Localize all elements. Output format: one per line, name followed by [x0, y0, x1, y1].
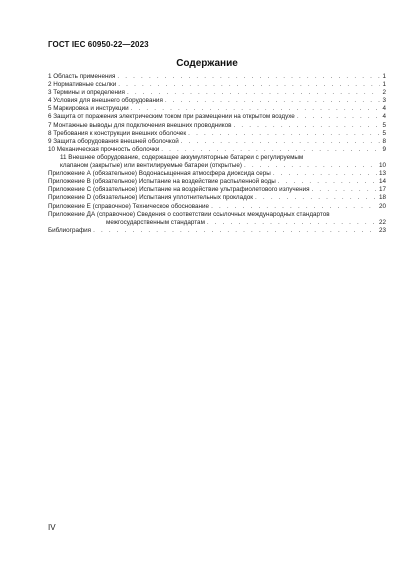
toc-annex[interactable]	[48, 194, 386, 202]
toc-item-label: Приложение С (обязательное) Испытание на воздействие ультрафиолетового излучения	[48, 186, 310, 194]
toc-annex[interactable]	[48, 203, 386, 211]
leader-dots	[211, 203, 377, 211]
toc-item-label-line2: межгосударственным стандартам	[106, 218, 205, 226]
toc-bibliography[interactable]	[48, 227, 386, 235]
toc-item-label-line2: клапаном (закрытые) или вентилируемые батареи (открытые)	[60, 162, 242, 170]
toc-item-line2	[48, 162, 386, 170]
toc-item[interactable]	[48, 73, 386, 81]
toc-item-11[interactable]	[48, 154, 386, 170]
toc-item-label: 8 Требования к конструкции внешних оболочек	[48, 129, 187, 137]
toc-item-page: 18	[378, 194, 386, 202]
toc-item-label: 1 Область применения	[48, 73, 116, 80]
toc-item-page: 17	[378, 186, 386, 194]
toc-item-label: 2 Нормативные ссылки	[48, 81, 117, 89]
toc-item[interactable]	[48, 138, 386, 146]
toc-item-page: 22	[378, 218, 386, 226]
toc-item-page: 13	[378, 170, 386, 178]
leader-dots	[297, 113, 381, 121]
toc-item-label: Приложение Е (справочное) Техническое обоснование	[48, 202, 210, 210]
leader-dots	[93, 227, 377, 235]
leader-dots	[161, 146, 380, 154]
toc-item-label: 5 Маркировка и инструкции	[48, 105, 129, 113]
toc-item-page: 5	[382, 129, 386, 137]
toc-annex[interactable]	[48, 170, 386, 178]
toc-item[interactable]	[48, 130, 386, 138]
leader-dots	[233, 122, 380, 130]
document-code: ГОСТ IEC 60950-22—2023	[48, 40, 149, 49]
toc-item-label: Библиография	[48, 226, 92, 234]
toc-item-page: 9	[382, 145, 386, 153]
leader-dots	[127, 89, 381, 97]
leader-dots	[312, 186, 377, 194]
toc-item[interactable]	[48, 105, 386, 113]
leader-dots	[255, 194, 377, 202]
toc-main-sections	[48, 73, 386, 154]
toc-item-label: 10 Механическая прочность оболочки	[48, 145, 160, 153]
toc-item[interactable]	[48, 113, 386, 121]
leader-dots	[131, 105, 381, 113]
toc-item-page: 10	[378, 162, 386, 170]
toc-annexes	[48, 170, 386, 210]
leader-dots	[207, 219, 377, 227]
toc-item-page: 4	[382, 113, 386, 121]
toc-item-label: 3 Термины и определения	[48, 89, 125, 97]
toc-item-label: Приложение В (обязательное) Испытание на воздействие распыленной воды	[48, 178, 276, 186]
toc-item-page: 8	[382, 137, 386, 145]
toc-item[interactable]	[48, 97, 386, 105]
leader-dots	[181, 138, 381, 146]
toc-item-page: 2	[382, 89, 386, 97]
toc-item-line2	[48, 219, 386, 227]
leader-dots	[188, 130, 380, 138]
leader-dots	[244, 162, 377, 170]
toc-item-label: Приложение А (обязательное) Водонасыщенная атмосфера диоксида серы	[48, 170, 271, 178]
toc-item-label: 6 Защита от поражения электрическим током при размещении на открытом воздухе	[48, 113, 295, 121]
toc-item-page: 23	[378, 226, 386, 234]
toc-item-page: 1	[382, 81, 386, 89]
toc-annex-da[interactable]	[48, 211, 386, 227]
toc-item-page: 20	[378, 202, 386, 210]
leader-dots	[165, 97, 381, 105]
toc-item-label: 9 Защита оборудования внешней оболочкой	[48, 137, 179, 145]
toc-item-label-line1: 11 Внешнее оборудование, содержащее аккумуляторные батареи с регулируемым	[60, 153, 304, 161]
toc-item-label: 7 Монтажные выводы для подключения внешних проводников	[48, 121, 232, 129]
toc-item-page: 4	[382, 105, 386, 113]
leader-dots	[118, 81, 380, 89]
toc-item-page: 14	[378, 178, 386, 186]
toc-item-label-line1: Приложение ДА (справочное) Сведения о соответствии ссылочных международных стандартов	[48, 210, 330, 218]
leader-dots	[273, 170, 377, 178]
toc-item-page: 1	[382, 73, 386, 80]
toc-item-page: 5	[382, 121, 386, 129]
leader-dots	[117, 73, 380, 81]
toc-item[interactable]	[48, 146, 386, 154]
toc-item-label: Приложение D (обязательное) Испытания уплотнительных прокладок	[48, 194, 254, 202]
toc-item-page: 3	[382, 97, 386, 105]
table-of-contents	[48, 73, 386, 235]
toc-item[interactable]	[48, 122, 386, 130]
page-title: Содержание	[176, 58, 238, 69]
toc-item-label: 4 Условия для внешнего оборудования	[48, 97, 163, 105]
toc-item[interactable]	[48, 81, 386, 89]
page-number: IV	[48, 523, 56, 532]
